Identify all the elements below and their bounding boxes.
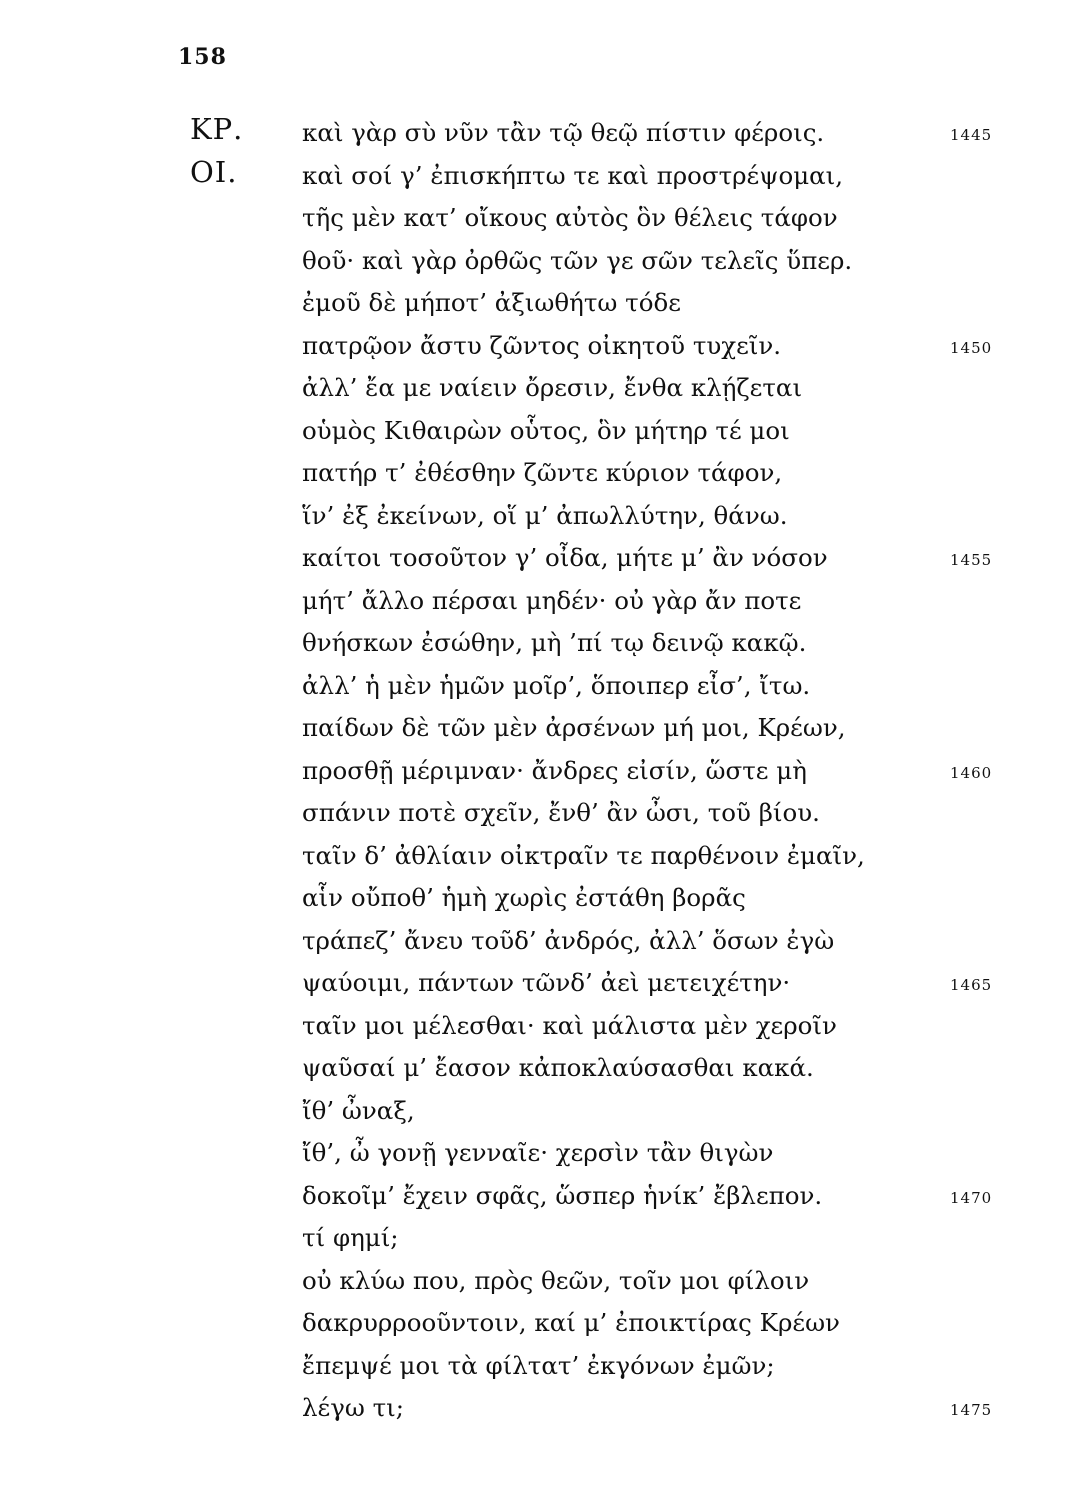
line-number: 1465	[950, 976, 993, 994]
verse-text: δοκοῖμ’ ἔχειν σφᾶς, ὥσπερ ἡνίκ’ ἔβλεπον.	[302, 1180, 823, 1210]
verse-text: τῆς μὲν κατ’ οἴκους αὐτὸς ὃν θέλεις τάφον	[302, 203, 838, 232]
line-number: 1445	[950, 126, 993, 144]
verse-text: καὶ σοί γ’ ἐπισκήπτω τε καὶ προστρέψομαι,	[302, 160, 844, 190]
verse-line	[0, 325, 1077, 368]
speaker-label: ΚΡ.	[190, 112, 244, 146]
page-number: 158	[178, 44, 227, 70]
verse-line	[0, 112, 1077, 155]
verse-text: τί φημί;	[302, 1223, 399, 1252]
verse-line	[0, 197, 1077, 240]
verse-line	[0, 962, 1077, 1005]
line-number: 1460	[950, 763, 993, 782]
verse-text: προσθῇ μέριμναν· ἄνδρες εἰσίν, ὥστε μὴ	[302, 755, 807, 785]
verse-line	[0, 367, 1077, 410]
verse-line	[0, 495, 1077, 538]
verse-line	[0, 835, 1077, 878]
verse-line	[0, 240, 1077, 283]
verse-text: ἔπεμψέ μοι τὰ φίλτατ’ ἐκγόνων ἐμῶν;	[302, 1350, 775, 1380]
verse-text: ταῖν μοι μέλεσθαι· καὶ μάλιστα μὲν χεροῖν	[302, 1010, 837, 1040]
verse-text: καὶ γὰρ σὺ νῦν τἂν τῷ θεῷ πίστιν φέροις.	[302, 118, 825, 147]
verse-line	[0, 580, 1077, 623]
verse-line	[0, 1302, 1077, 1345]
verse-text: θοῦ· καὶ γὰρ ὀρθῶς τῶν γε σῶν τελεῖς ὕπερ.	[302, 245, 853, 275]
line-number: 1455	[950, 551, 993, 569]
verse-line	[0, 1217, 1077, 1260]
verse-text: παίδων δὲ τῶν μὲν ἀρσένων μή μοι, Κρέων,	[302, 713, 846, 742]
verse-text: πατήρ τ’ ἐθέσθην ζῶντε κύριον τάφον,	[302, 458, 783, 487]
verse-text: ἐμοῦ δὲ μήποτ’ ἀξιωθήτω τόδε	[302, 288, 681, 317]
verse-text: ψαύοιμι, πάντων τῶνδ’ ἀεὶ μετειχέτην·	[302, 968, 791, 997]
verse-line	[0, 1090, 1077, 1133]
verse-text: λέγω τι;	[302, 1393, 405, 1422]
verse-text: ἵν’ ἐξ ἐκείνων, οἵ μ’ ἀπωλλύτην, θάνω.	[302, 500, 788, 530]
verse-text: σπάνιν ποτὲ σχεῖν, ἔνθ’ ἂν ὦσι, τοῦ βίου.	[302, 798, 820, 827]
verse-text: ἴθ’, ὦ γονῇ γενναῖε· χερσὶν τἂν θιγὼν	[302, 1138, 774, 1167]
verse-text: ταῖν δ’ ἀθλίαιν οἰκτραῖν τε παρθένοιν ἐμαῖν,	[302, 840, 865, 870]
verse-text: δακρυρροοῦντοιν, καί μ’ ἐποικτίρας Κρέων	[302, 1308, 840, 1337]
verse-line	[0, 1132, 1077, 1175]
verse-text: τράπεζ’ ἄνευ τοῦδ’ ἀνδρός, ἀλλ’ ὅσων ἐγὼ	[302, 925, 835, 955]
verse-text: οὑμὸς Κιθαιρὼν οὗτος, ὃν μήτηρ τέ μοι	[302, 415, 790, 445]
verse-text: μήτ’ ἄλλο πέρσαι μηδέν· οὐ γὰρ ἄν ποτε	[302, 585, 802, 615]
verse-line	[0, 792, 1077, 835]
verse-line	[0, 707, 1077, 750]
verse-line	[0, 877, 1077, 920]
verse-text: καίτοι τοσοῦτον γ’ οἶδα, μήτε μ’ ἂν νόσον	[302, 543, 828, 572]
verse-line	[0, 282, 1077, 325]
line-number: 1470	[950, 1188, 993, 1207]
verse-text: αἷν οὔποθ’ ἡμὴ χωρὶς ἐστάθη βορᾶς	[302, 883, 746, 912]
verse-line	[0, 1387, 1077, 1430]
verse-line	[0, 1005, 1077, 1048]
verse-text: ψαῦσαί μ’ ἔασον κἀποκλαύσασθαι κακά.	[302, 1053, 814, 1082]
verse-line	[0, 750, 1077, 793]
verse-line	[0, 537, 1077, 580]
verse-line	[0, 1175, 1077, 1218]
verse-text: οὐ κλύω που, πρὸς θεῶν, τοῖν μοι φίλοιν	[302, 1265, 810, 1295]
verse-text: ἀλλ’ ἔα με ναίειν ὄρεσιν, ἔνθα κλῄζεται	[302, 373, 803, 402]
verse-text: ἴθ’ ὦναξ,	[302, 1095, 415, 1125]
verse-line	[0, 410, 1077, 453]
verse-line	[0, 622, 1077, 665]
line-number: 1475	[950, 1401, 993, 1419]
verse-line	[0, 920, 1077, 963]
verse-line	[0, 665, 1077, 708]
verse-text: θνήσκων ἐσώθην, μὴ ’πί τῳ δεινῷ κακῷ.	[302, 628, 807, 657]
verse-text: πατρῷον ἄστυ ζῶντος οἰκητοῦ τυχεῖν.	[302, 330, 782, 360]
verse-line	[0, 452, 1077, 495]
verse-line	[0, 1047, 1077, 1090]
verse-line	[0, 155, 1077, 198]
verse-line	[0, 1345, 1077, 1388]
verse-block	[0, 112, 1077, 1430]
speaker-label: ΟΙ.	[190, 154, 238, 189]
verse-text: ἀλλ’ ἡ μὲν ἡμῶν μοῖρ’, ὅποιπερ εἶσ’, ἴτω.	[302, 670, 811, 700]
line-number: 1450	[950, 338, 993, 357]
verse-line	[0, 1260, 1077, 1303]
